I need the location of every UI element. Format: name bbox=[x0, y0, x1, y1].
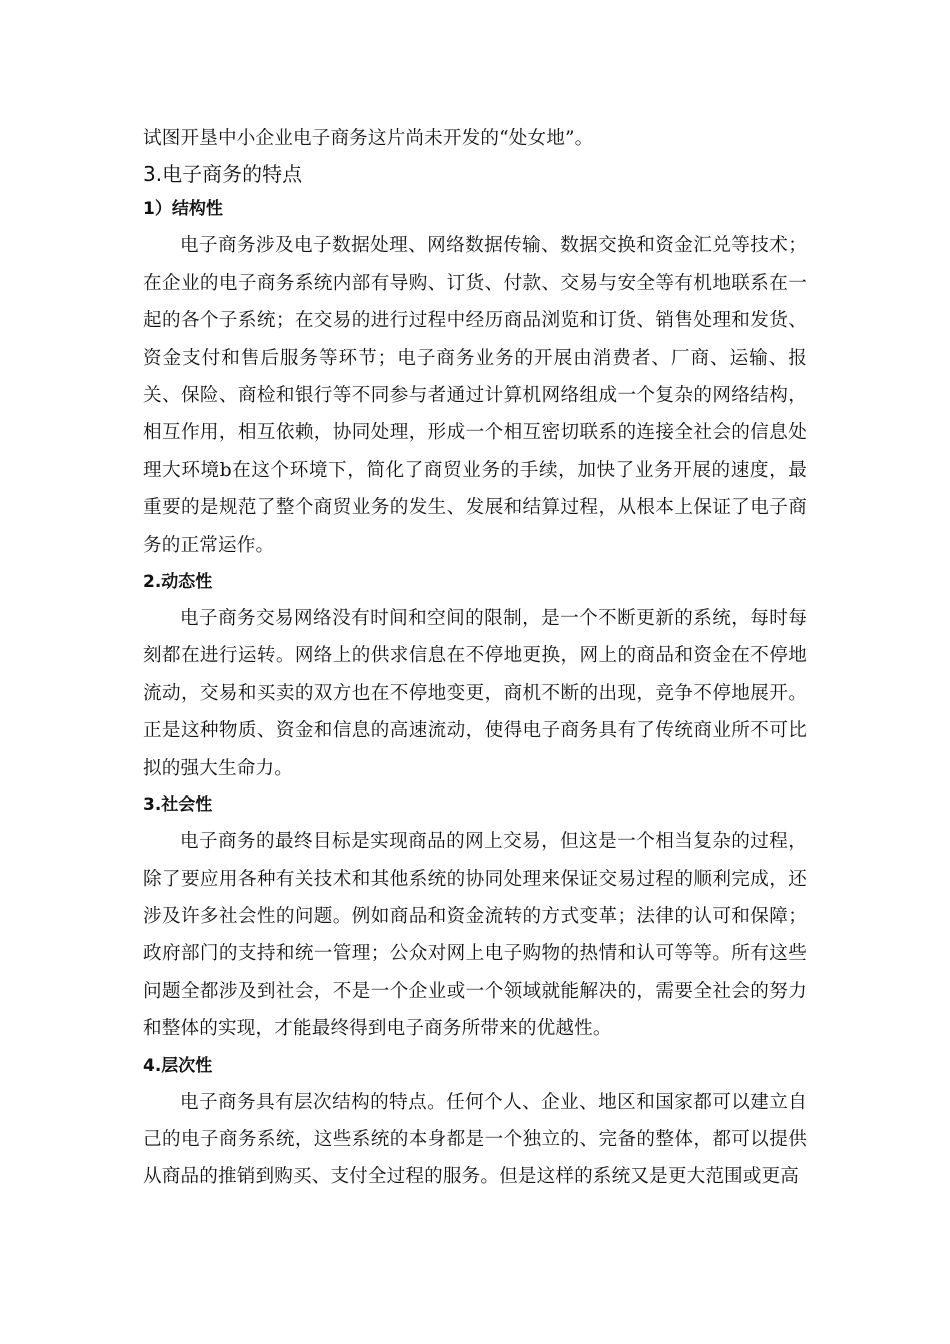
subsection-heading-structure: 1）结构性 bbox=[143, 199, 223, 220]
subsection-text-dynamic: 电子商务交易网络没有时间和空间的限制，是一个不断更新的系统，每时每刻都在进行运转。网络上的供求信息在不停地更换，网上的商品和资金在不停地流动，交易和买卖的双方也在不停地变更，商机不断的出现，竞争不停地展开。正是这种物质、资金和信息的高速流动，使得电子商务具有了传统商业所不可比拟的强大生命力。 bbox=[143, 608, 807, 779]
subsection-text-hierarchy: 电子商务具有层次结构的特点。任何个人、企业、地区和国家都可以建立自己的电子商务系统，这些系统的本身都是一个独立的、完备的整体，都可以提供从商品的推销到购买、支付全过程的服务。但是这样的系统又是更大范围或更高 bbox=[143, 1091, 807, 1188]
section-title: 3.电子商务的特点 bbox=[143, 162, 303, 187]
subsection-text-structure: 电子商务涉及电子数据处理、网络数据传输、数据交换和资金汇兑等技术；在企业的电子商务系统内部有导购、订货、付款、交易与安全等有机地联系在一起的各个子系统；在交易的进行过程中经历商品浏览和订货、销售处理和发货、资金支付和售后服务等环节；电子商务业务的开展由消费者、厂商、运输、报关、保险、商检和银行等不同参与者通过计算机网络组成一个复杂的网络结构，相互作用，相互依赖，协同处理，形成一个相互密切联系的连接全社会的信息处理大环境b在这个环境下，简化了商贸业务的手续，加快了业务开展的速度，最重要的是规范了整个商贸业务的发生、发展和结算过程，从根本上保证了电子商务的正常运作。 bbox=[143, 235, 807, 556]
subsection-heading-hierarchy: 4.层次性 bbox=[143, 1055, 213, 1076]
document-body bbox=[143, 120, 807, 1196]
subsection-heading-social: 3.社会性 bbox=[143, 795, 213, 816]
subsection-heading-dynamic: 2.动态性 bbox=[143, 572, 213, 593]
subsection-text-social: 电子商务的最终目标是实现商品的网上交易，但这是一个相当复杂的过程，除了要应用各种有关技术和其他系统的协同处理来保证交易过程的顺利完成，还涉及许多社会性的问题。例如商品和资金流转的方式变革；法律的认可和保障；政府部门的支持和统一管理；公众对网上电子购物的热情和认可等等。所有这些问题全都涉及到社会，不是一个企业或一个领域就能解决的，需要全社会的努力和整体的实现，才能最终得到电子商务所带来的优越性。 bbox=[143, 831, 807, 1040]
opening-line: 试图开垦中小企业电子商务这片尚未开发的“处女地”。 bbox=[143, 128, 594, 149]
